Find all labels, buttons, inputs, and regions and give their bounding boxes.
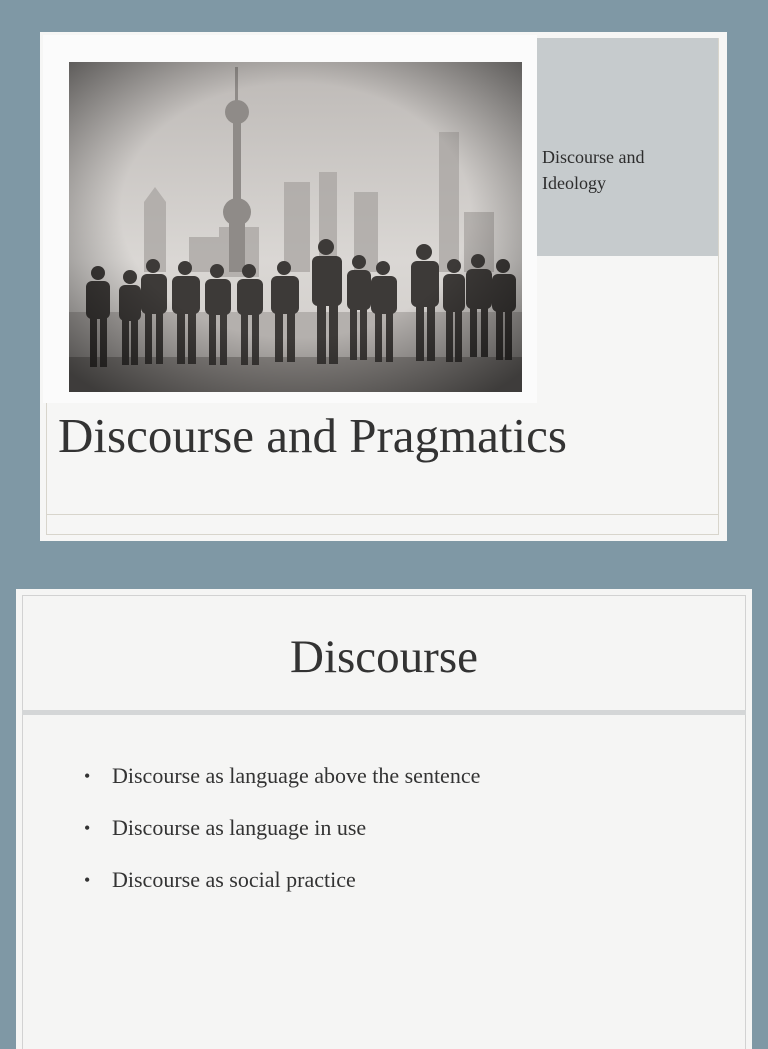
photo-mat bbox=[43, 35, 537, 403]
skyline-crowd-photo bbox=[69, 62, 522, 392]
bullet-list bbox=[84, 760, 480, 916]
slide-1-rule bbox=[46, 514, 719, 515]
bullet-text: Discourse as language above the sentence bbox=[112, 763, 481, 788]
bullet-icon: • bbox=[84, 818, 91, 838]
heading-divider bbox=[22, 710, 746, 715]
side-panel bbox=[536, 38, 718, 256]
photo-illustration bbox=[69, 62, 522, 392]
slide-1-title: Discourse and Pragmatics bbox=[58, 408, 567, 463]
bullet-item bbox=[84, 760, 480, 812]
slide-1[interactable] bbox=[40, 32, 727, 541]
slide-2[interactable] bbox=[16, 589, 752, 1049]
slide-2-heading: Discourse bbox=[290, 631, 478, 683]
bullet-text: Discourse as social practice bbox=[112, 867, 356, 892]
bullet-icon: • bbox=[84, 766, 91, 786]
bullet-item bbox=[84, 812, 480, 864]
bullet-item bbox=[84, 864, 480, 916]
bullet-icon: • bbox=[84, 870, 91, 890]
side-panel-label: Discourse and Ideology bbox=[542, 147, 645, 193]
bullet-text: Discourse as language in use bbox=[112, 815, 367, 840]
